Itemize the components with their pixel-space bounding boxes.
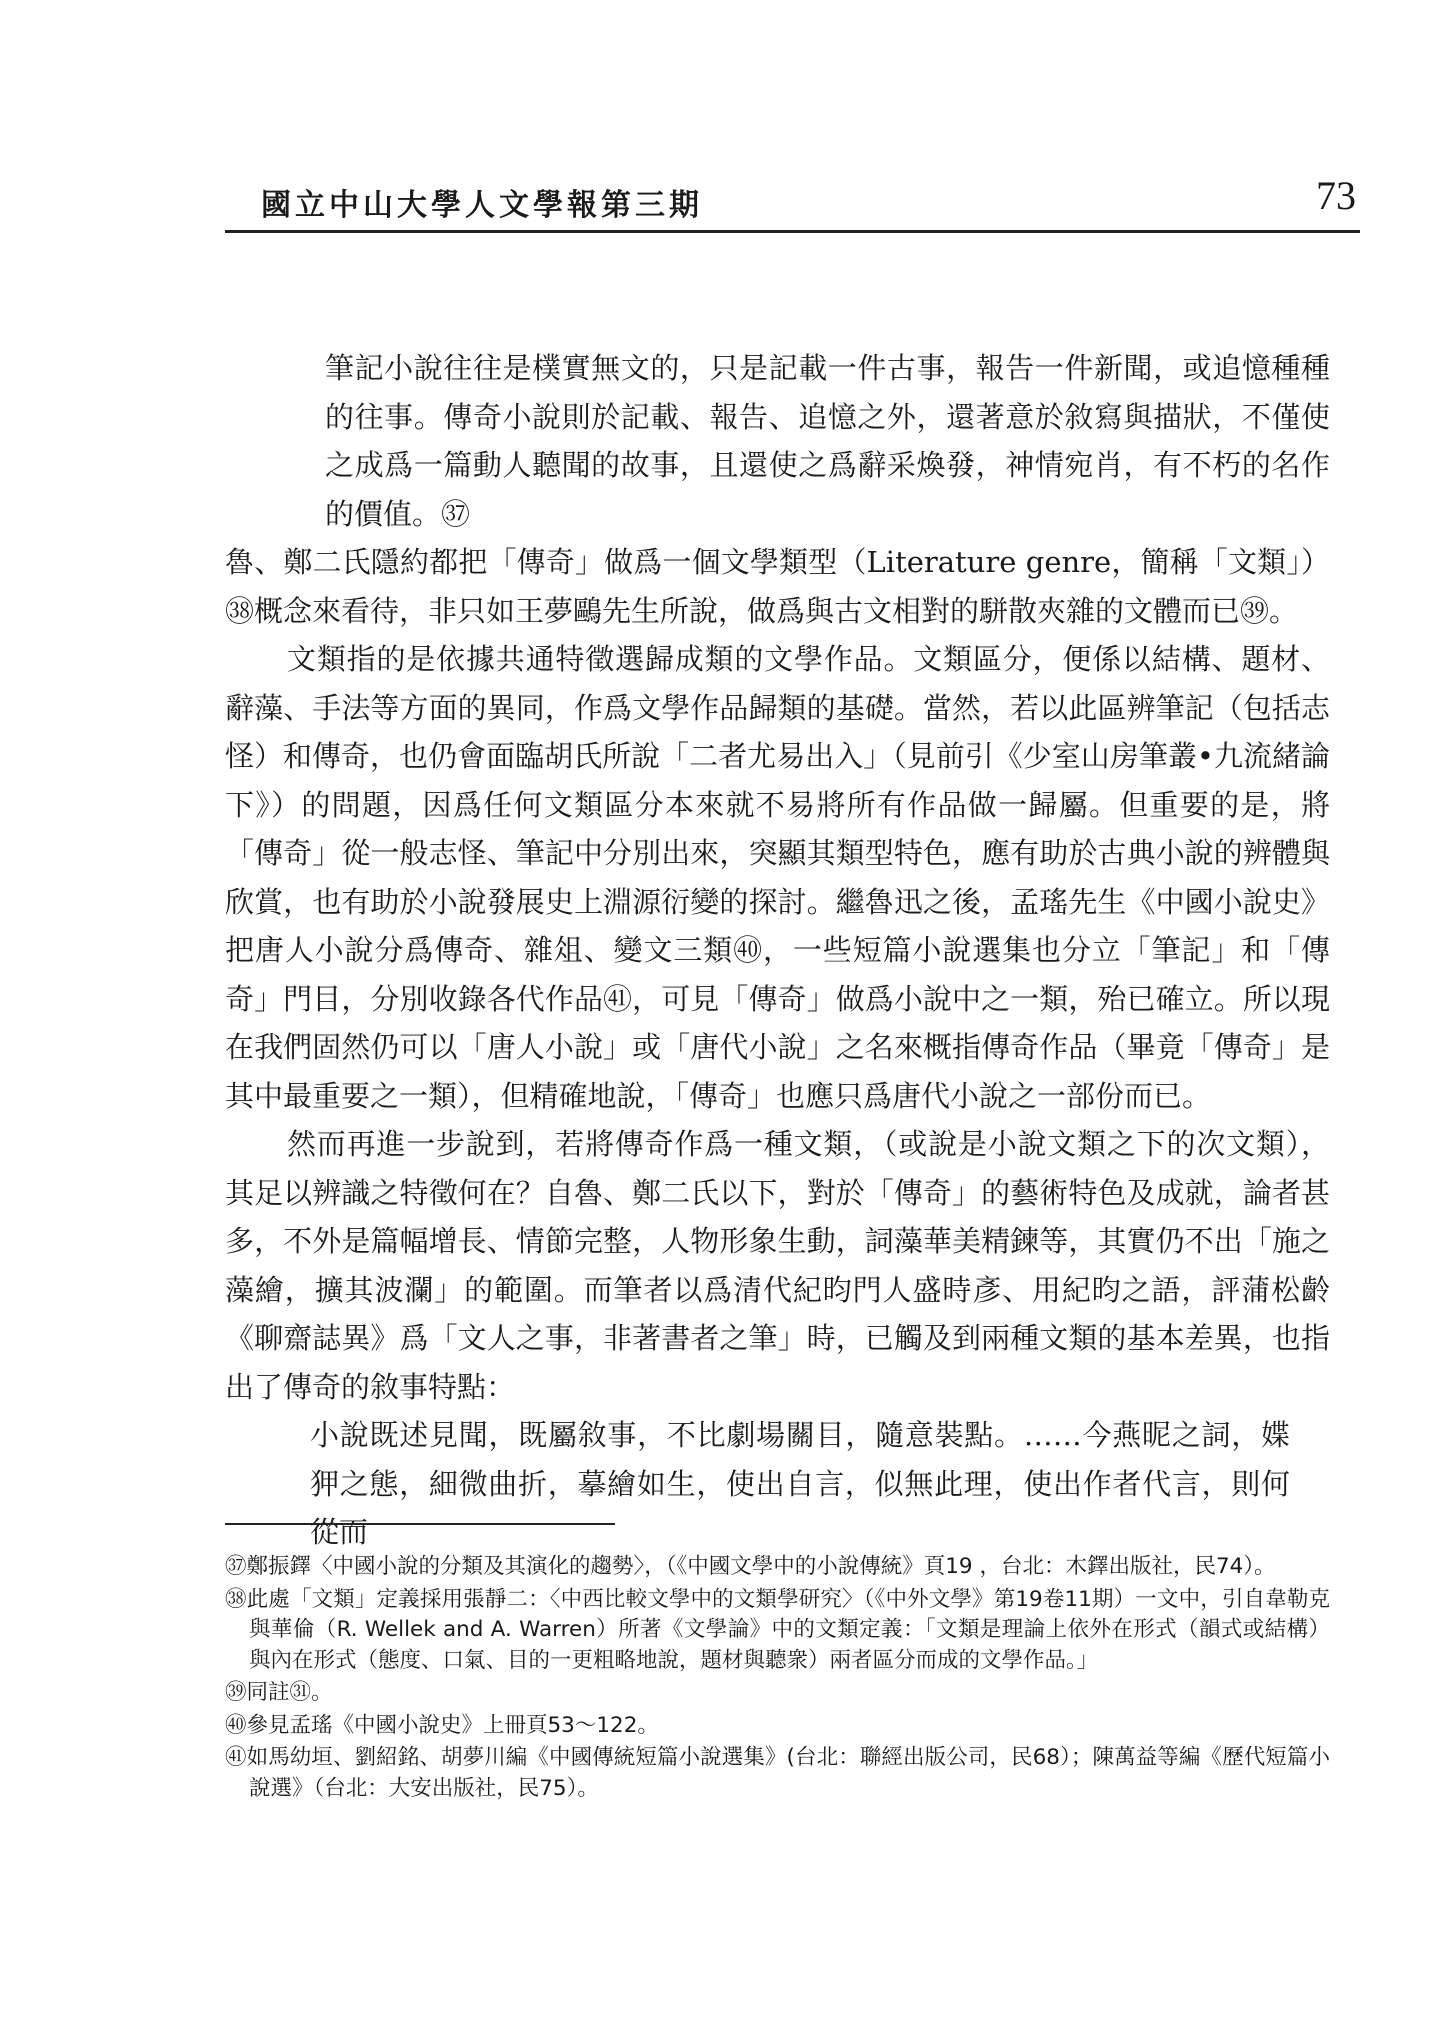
footnote-divider bbox=[225, 1523, 615, 1525]
paragraph-1: 文類指的是依據共通特徵選歸成類的文學作品。文類區分，便係以結構、題材、辭藻、手法等方面的異同，作爲文學作品歸類的基礎。當然，若以此區辨筆記（包括志怪）和傳奇，也仍會面臨胡氏所說「二者尤易出入」（見前引《少室山房筆叢•九流緒論下》）的問題，因爲任何文類區分本來就不易將所有作品做一歸屬。但重要的是，將「傳奇」從一般志怪、筆記中分別出來，突顯其類型特色，應有助於古典小說的辨體與欣賞，也有助於小說發展史上淵源衍變的探討。繼魯迅之後，孟瑤先生《中國小說史》把唐人小說分爲傳奇、雜俎、變文三類㊵，一些短篇小說選集也分立「筆記」和「傳奇」門目，分別收錄各代作品㊶，可見「傳奇」做爲小說中之一類，殆已確立。所以現在我們固然仍可以「唐人小說」或「唐代小說」之名來概指傳奇作品（畢竟「傳奇」是其中最重要之一類），但精確地說，「傳奇」也應只爲唐代小說之一部份而已。 bbox=[225, 642, 1330, 1113]
block-quote-2: 小說既述見聞，既屬敘事，不比劇場關目，隨意裝點。……今燕昵之詞，媟狎之態，細微曲折，摹繪如生，使出自言，似無此理，使出作者代言，則何從而 bbox=[310, 1418, 1290, 1549]
footnote-41: ㊶如馬幼垣、劉紹銘、胡夢川編《中國傳統短篇小說選集》(台北：聯經出版公司，民68）；陳萬益等編《歷代短篇小說選》（台北：大安出版社，民75）。 bbox=[225, 1745, 1330, 1801]
footnote-37: ㊲鄭振鐸〈中國小說的分類及其演化的趨勢〉，（《中國文學中的小說傳統》頁19 ，台北：木鐸出版社，民74）。 bbox=[225, 1554, 1276, 1579]
block-quote-1: 筆記小說往往是樸實無文的，只是記載一件古事，報告一件新聞，或追憶種種的往事。傳奇小說則於記載、報告、追憶之外，還著意於敘寫與描狀，不僅使之成爲一篇動人聽聞的故事，且還使之爲辭采煥發，神情宛肖，有不朽的名作的價值。㊲ bbox=[325, 351, 1330, 531]
main-text bbox=[225, 344, 1330, 1557]
footnote-40: ㊵參見孟瑤《中國小說史》上冊頁53～122。 bbox=[225, 1712, 659, 1738]
footnote-38: ㊳此處「文類」定義採用張靜二：〈中西比較文學中的文類學研究〉（《中外文學》第19卷11期）一文中，引自韋勒克與華倫（R. Wellek and A. Warren）所著《文學論》中的文類定義：「文類是理論上依外在形式（韻式或結構）與內在形式（態度、口氣、目的一更粗略地說，題材與聽衆）兩者區分而成的文學作品。」 bbox=[225, 1586, 1330, 1673]
footnote-39: ㊴同註㉛。 bbox=[225, 1680, 333, 1705]
paragraph-after-quote: 魯、鄭二氏隱約都把「傳奇」做爲一個文學類型（Literature genre，簡稱「文類」）㊳概念來看待，非只如王夢鷗先生所說，做爲與古文相對的駢散夾雜的文體而已㊴。 bbox=[225, 545, 1330, 628]
page-number: 73 bbox=[1316, 173, 1356, 218]
paragraph-2: 然而再進一步說到，若將傳奇作爲一種文類，（或說是小說文類之下的次文類），其足以辨識之特徵何在？自魯、鄭二氏以下，對於「傳奇」的藝術特色及成就，論者甚多，不外是篇幅增長、情節完整，人物形象生動，詞藻華美精鍊等，其實仍不出「施之藻繪，擴其波瀾」的範圍。而筆者以爲清代紀昀門人盛時彥、用紀昀之語，評蒲松齡《聊齋誌異》爲「文人之事，非著書者之筆」時，已觸及到兩種文類的基本差異，也指出了傳奇的敘事特點： bbox=[225, 1127, 1330, 1404]
journal-title: 國立中山大學人文學報第三期 bbox=[261, 188, 703, 223]
footnotes bbox=[225, 1552, 1330, 1806]
running-header bbox=[225, 173, 1360, 233]
